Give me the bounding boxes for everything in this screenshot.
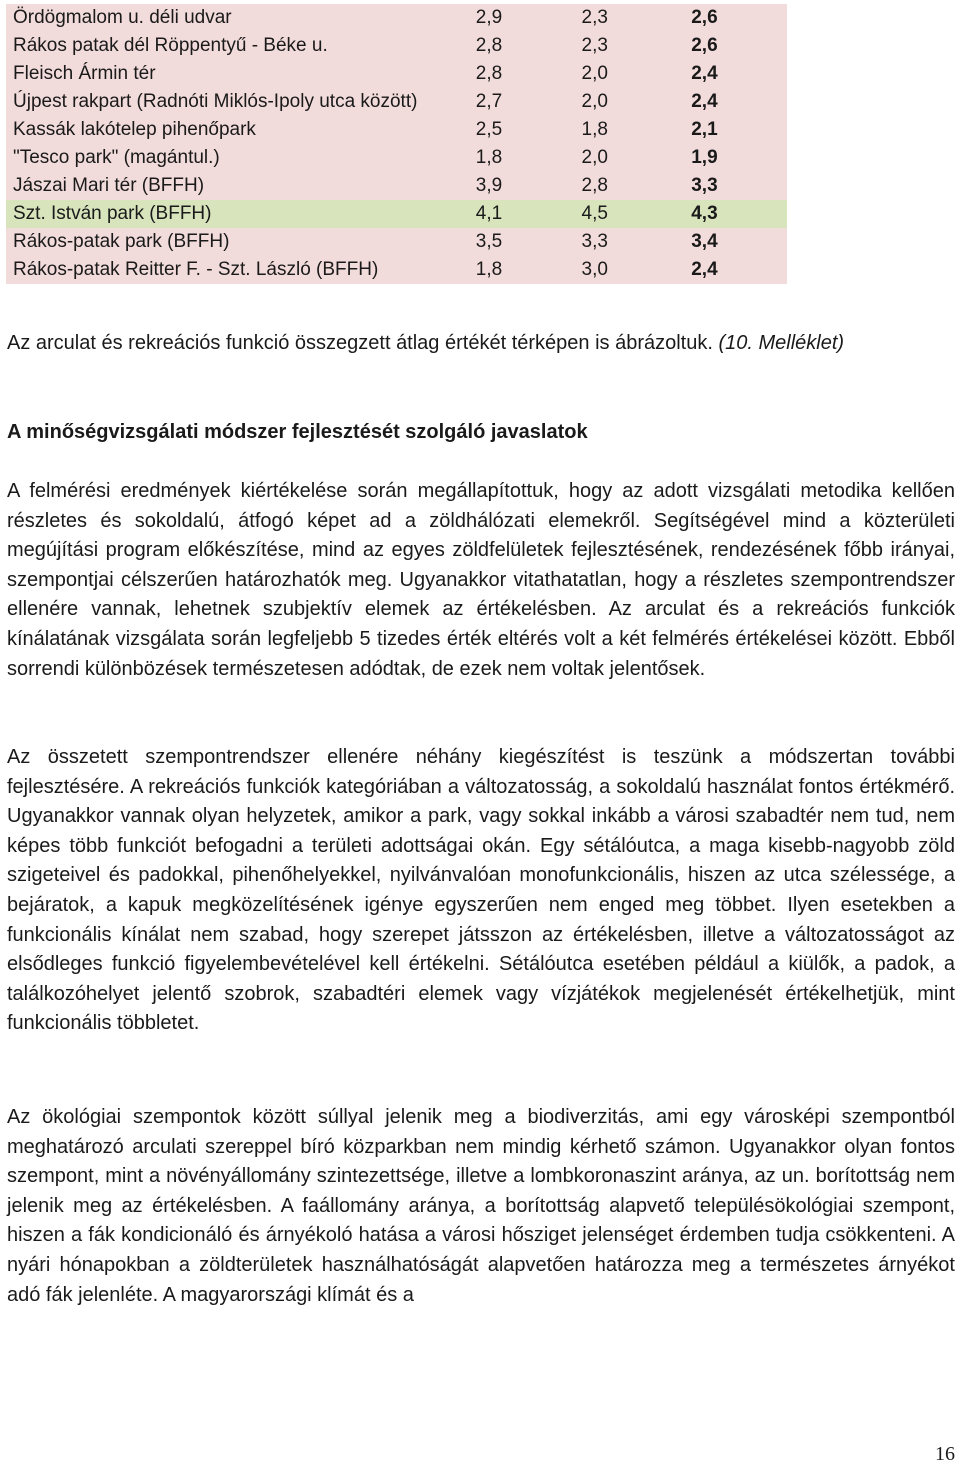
score-b-cell: 2,0 <box>574 144 684 172</box>
paragraph: Az ökológiai szempontok között súllyal jelenik meg a biodiverzitás, ami egy városképi szempontból meghatározó arculati szereppel bíró közparkban nem mindig kérhető számon. Ugyanakkor olyan fontos szempont, mint a növényállomány szintezettsége, illetve a lombkoronaszint aránya, az un. borítottság nem jelenik meg az értékelésben. A faállomány aránya, a borítottság alapvető településökológiai szempont, hiszen a fák kondicionáló és árnyékoló hatása a városi hősziget jelenséget érdemben tudja csökkenteni. A nyári hónapokban a zöldterületek használhatóságát alapvetően határozza meg a természetes árnyékot adó fák jelenléte. A magyarországi klímát és a <box>7 1106 955 1306</box>
paragraph: Az összetett szempontrendszer ellenére néhány kiegészítést is teszünk a módszertan további fejlesztésére. A rekreációs funkciók kategóriában a változatosság, a sokoldalú használat fontos értékmérő. Ugyanakkor vannak olyan helyzetek, amikor a park, vagy sokkal inkább a városi szabadtér nem tud, nem képes több funkciót befogadni a területi adottságai okán. Egy sétálóutca, a maga kisebb-nagyobb zöld szigeteivel és padokkal, pihenőhelyekkel, nyilvánvalóan monofunkcionális, hiszen az utca szélessége, a bejáratok, a kapuk megközelítésének igénye egyszerűen nem enged meg többet. Ilyen esetekben a funkcionális kínálat nem szabad, hogy szerepet játsszon az értékelésben, illetve a változatosságot az elsődleges funkció figyelembevételével kell értékelni. Sétálóutca esetében például a kiülők, a padok, a találkozóhelyet jelentő szobrok, szabadtéri elemek vagy vízjátékok megjelenését értékelhetjük, mint funkcionális többletet. <box>7 746 955 1035</box>
park-name-cell: Fleisch Ármin tér <box>6 60 469 88</box>
table-row <box>6 4 787 32</box>
score-a-cell: 1,8 <box>468 144 574 172</box>
table-row <box>6 60 787 88</box>
average-score-cell: 2,6 <box>684 4 787 32</box>
score-a-cell: 2,8 <box>468 60 574 88</box>
park-name-cell: Ördögmalom u. déli udvar <box>6 4 469 32</box>
score-b-cell: 2,0 <box>574 60 684 88</box>
score-b-cell: 2,8 <box>574 172 684 200</box>
table-row <box>6 200 787 228</box>
park-name-cell: Rákos-patak park (BFFH) <box>6 228 469 256</box>
table-row <box>6 116 787 144</box>
score-a-cell: 2,9 <box>468 4 574 32</box>
map-caption <box>7 328 955 358</box>
table-row <box>6 144 787 172</box>
park-name-cell: "Tesco park" (magántul.) <box>6 144 469 172</box>
paragraph: A felmérési eredmények kiértékelése során megállapítottuk, hogy az adott vizsgálati metodika kellően részletes és sokoldalú, átfogó képet ad a zöldhálózati elemekről. Segítségével mind a közterületi megújítási program előkészítése, mind az egyes zöldfelületek fejlesztésének, rendezésének főbb irányai, szempontjai célszerűen határozhatók meg. Ugyanakkor vitathatatlan, hogy a részletes szempontrendszer ellenére vannak, lehetnek szubjektív elemek az értékelésben. Az arculat és a rekreációs funkciók kínálatának vizsgálata során legfeljebb 5 tizedes érték eltérés volt a két felmérés értékelései között. Ebből sorrendi különbözések természetesen adódtak, de ezek nem voltak jelentősek. <box>7 480 955 680</box>
table-row <box>6 32 787 60</box>
score-a-cell: 3,9 <box>468 172 574 200</box>
caption-text: Az arculat és rekreációs funkció összegzett átlag értékét térképen is ábrázoltuk. <box>7 332 719 354</box>
park-name-cell: Rákos patak dél Röppentyű - Béke u. <box>6 32 469 60</box>
score-a-cell: 4,1 <box>468 200 574 228</box>
park-name-cell: Kassák lakótelep pihenőpark <box>6 116 469 144</box>
park-name-cell: Jászai Mari tér (BFFH) <box>6 172 469 200</box>
average-score-cell: 2,4 <box>684 256 787 284</box>
page-number: 16 <box>935 1443 955 1465</box>
appendix-reference: (10. Melléklet) <box>718 332 845 354</box>
score-a-cell: 1,8 <box>468 256 574 284</box>
section-heading: A minőségvizsgálati módszer fejlesztését szolgáló javaslatok <box>7 421 588 443</box>
score-a-cell: 2,7 <box>468 88 574 116</box>
park-score-table <box>5 3 787 284</box>
average-score-cell: 3,3 <box>684 172 787 200</box>
score-a-cell: 2,8 <box>468 32 574 60</box>
score-b-cell: 2,0 <box>574 88 684 116</box>
park-name-cell: Rákos-patak Reitter F. - Szt. László (BFFH) <box>6 256 469 284</box>
average-score-cell: 2,4 <box>684 88 787 116</box>
score-a-cell: 3,5 <box>468 228 574 256</box>
park-score-table-body <box>6 4 787 284</box>
table-row <box>6 228 787 256</box>
score-b-cell: 3,3 <box>574 228 684 256</box>
average-score-cell: 2,1 <box>684 116 787 144</box>
park-name-cell: Szt. István park (BFFH) <box>6 200 469 228</box>
score-b-cell: 4,5 <box>574 200 684 228</box>
park-name-cell: Újpest rakpart (Radnóti Miklós-Ipoly utca között) <box>6 88 469 116</box>
score-b-cell: 1,8 <box>574 116 684 144</box>
score-b-cell: 2,3 <box>574 4 684 32</box>
score-b-cell: 2,3 <box>574 32 684 60</box>
average-score-cell: 3,4 <box>684 228 787 256</box>
score-a-cell: 2,5 <box>468 116 574 144</box>
score-b-cell: 3,0 <box>574 256 684 284</box>
average-score-cell: 4,3 <box>684 200 787 228</box>
average-score-cell: 2,4 <box>684 60 787 88</box>
average-score-cell: 2,6 <box>684 32 787 60</box>
average-score-cell: 1,9 <box>684 144 787 172</box>
table-row <box>6 256 787 284</box>
table-row <box>6 88 787 116</box>
table-row <box>6 172 787 200</box>
